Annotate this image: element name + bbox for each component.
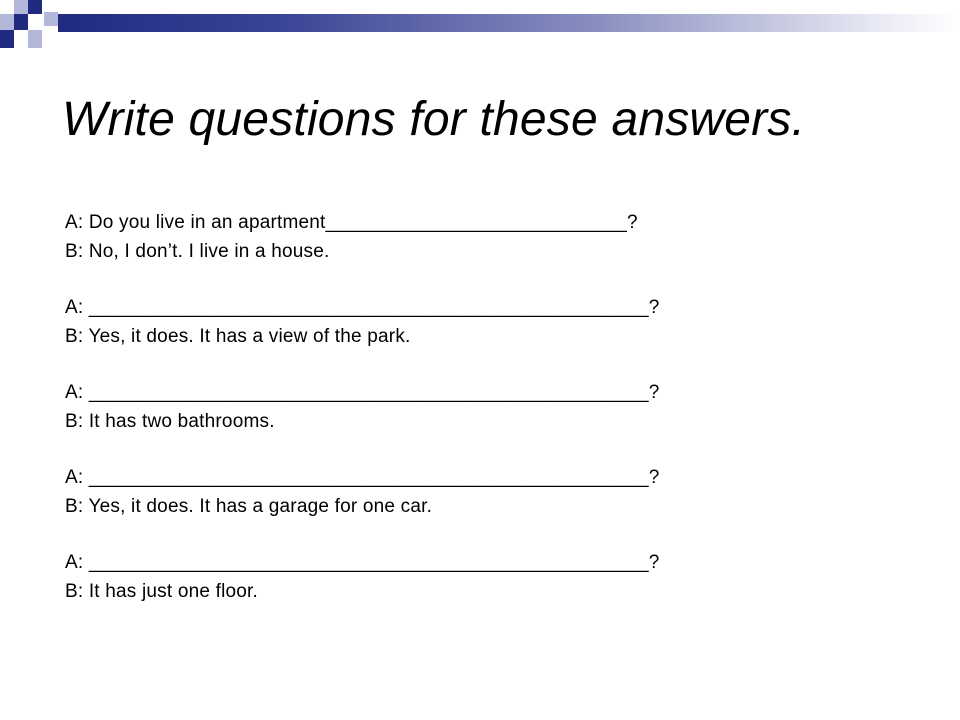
question-line-1: A: Do you live in an apartment____________________________? (65, 212, 638, 233)
decor-square (28, 0, 42, 14)
decor-square (14, 0, 28, 14)
exercise-list (65, 208, 865, 606)
question-line-3: A: ____________________________________________________? (65, 382, 660, 403)
question-line-4: A: ____________________________________________________? (65, 467, 660, 488)
answer-line-5: B: It has just one floor. (65, 581, 258, 602)
decor-square (44, 12, 58, 26)
header-gradient-bar (58, 14, 960, 32)
question-line-5: A: ____________________________________________________? (65, 552, 660, 573)
decor-square (28, 30, 42, 48)
decor-square (0, 14, 14, 30)
slide-title: Write questions for these answers. (62, 93, 806, 146)
decor-square (14, 14, 28, 30)
answer-line-2: B: Yes, it does. It has a view of the park. (65, 326, 411, 347)
answer-line-1: B: No, I don’t. I live in a house. (65, 241, 330, 262)
decor-square (0, 30, 14, 48)
answer-line-3: B: It has two bathrooms. (65, 411, 275, 432)
question-line-2: A: ____________________________________________________? (65, 297, 660, 318)
answer-line-4: B: Yes, it does. It has a garage for one car. (65, 496, 433, 517)
